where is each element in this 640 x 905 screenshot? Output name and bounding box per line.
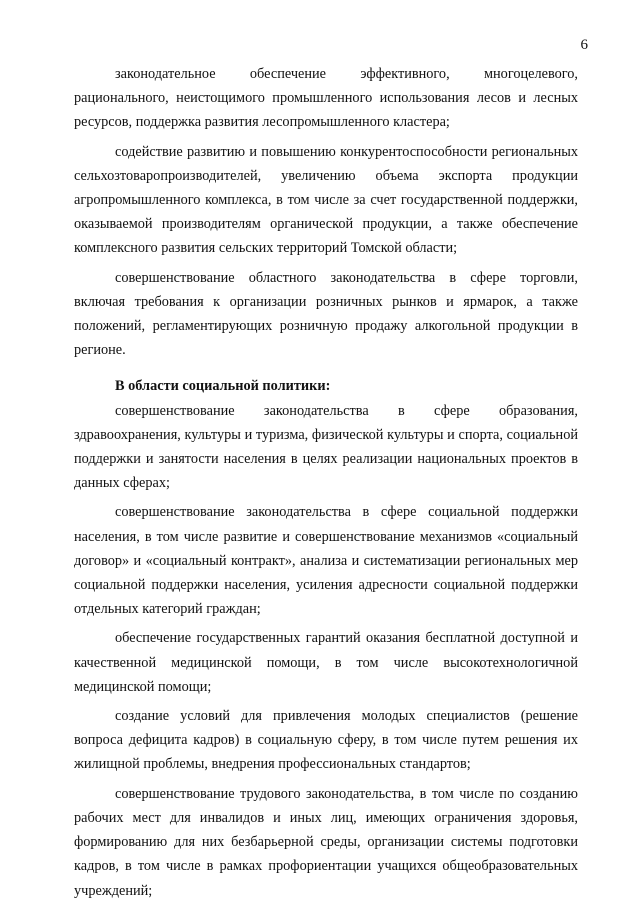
paragraph-trade-legislation: совершенствование областного законодательства в сфере торговли, включая требования к организации розничных рынков и ярмарок, а также положений, регламентирующих розничную продажу алкогольной продукции в регионе.	[74, 269, 578, 359]
paragraph-agriculture-support: содействие развитию и повышению конкурентоспособности региональных сельхозтоваропроизводителей, увеличению объема экспорта продукции агропромышленного комплекса, в том числе за счет государственной поддержки, оказываемой производителям органической продукции, а также обеспечение комплексного развития сельских территорий Томской области;	[74, 143, 578, 257]
paragraph-medical-guarantees: обеспечение государственных гарантий оказания бесплатной доступной и качественной медицинской помощи, в том числе высокотехнологичной медицинской помощи;	[74, 630, 578, 695]
paragraph-education-health: совершенствование законодательства в сфере образования, здравоохранения, культуры и туризма, физической культуры и спорта, социальной поддержки и занятости населения в целях реализации национальных проектов в данных сферах;	[74, 402, 578, 492]
section-heading-social-policy: В области социальной политики:	[115, 378, 331, 395]
document-body	[74, 62, 578, 903]
paragraph-forest-legislation: законодательное обеспечение эффективного, многоцелевого, рационального, неистощимого промышленного использования лесов и лесных ресурсов, поддержка развития лесопромышленного кластера;	[74, 66, 578, 131]
paragraph-labor-legislation: совершенствование трудового законодательства, в том числе по созданию рабочих мест для инвалидов и иных лиц, имеющих ограничения здоровья, формированию для них безбарьерной среды, организации системы подготовки кадров, в том числе в рамках профориентации учащихся общеобразовательных учреждений;	[74, 785, 578, 899]
page-number: 6	[580, 37, 588, 53]
paragraph-social-support: совершенствование законодательства в сфере социальной поддержки населения, в том числе развитие и совершенствование механизмов «социальный договор» и «социальный контракт», анализа и систематизации региональных мер социальной поддержки населения, усиления адресности социальной поддержки отдельных категорий граждан;	[74, 504, 578, 618]
paragraph-young-specialists: создание условий для привлечения молодых специалистов (решение вопроса дефицита кадров) в социальную сферу, в том числе путем решения их жилищной проблемы, внедрения профессиональных стандартов;	[74, 708, 578, 773]
